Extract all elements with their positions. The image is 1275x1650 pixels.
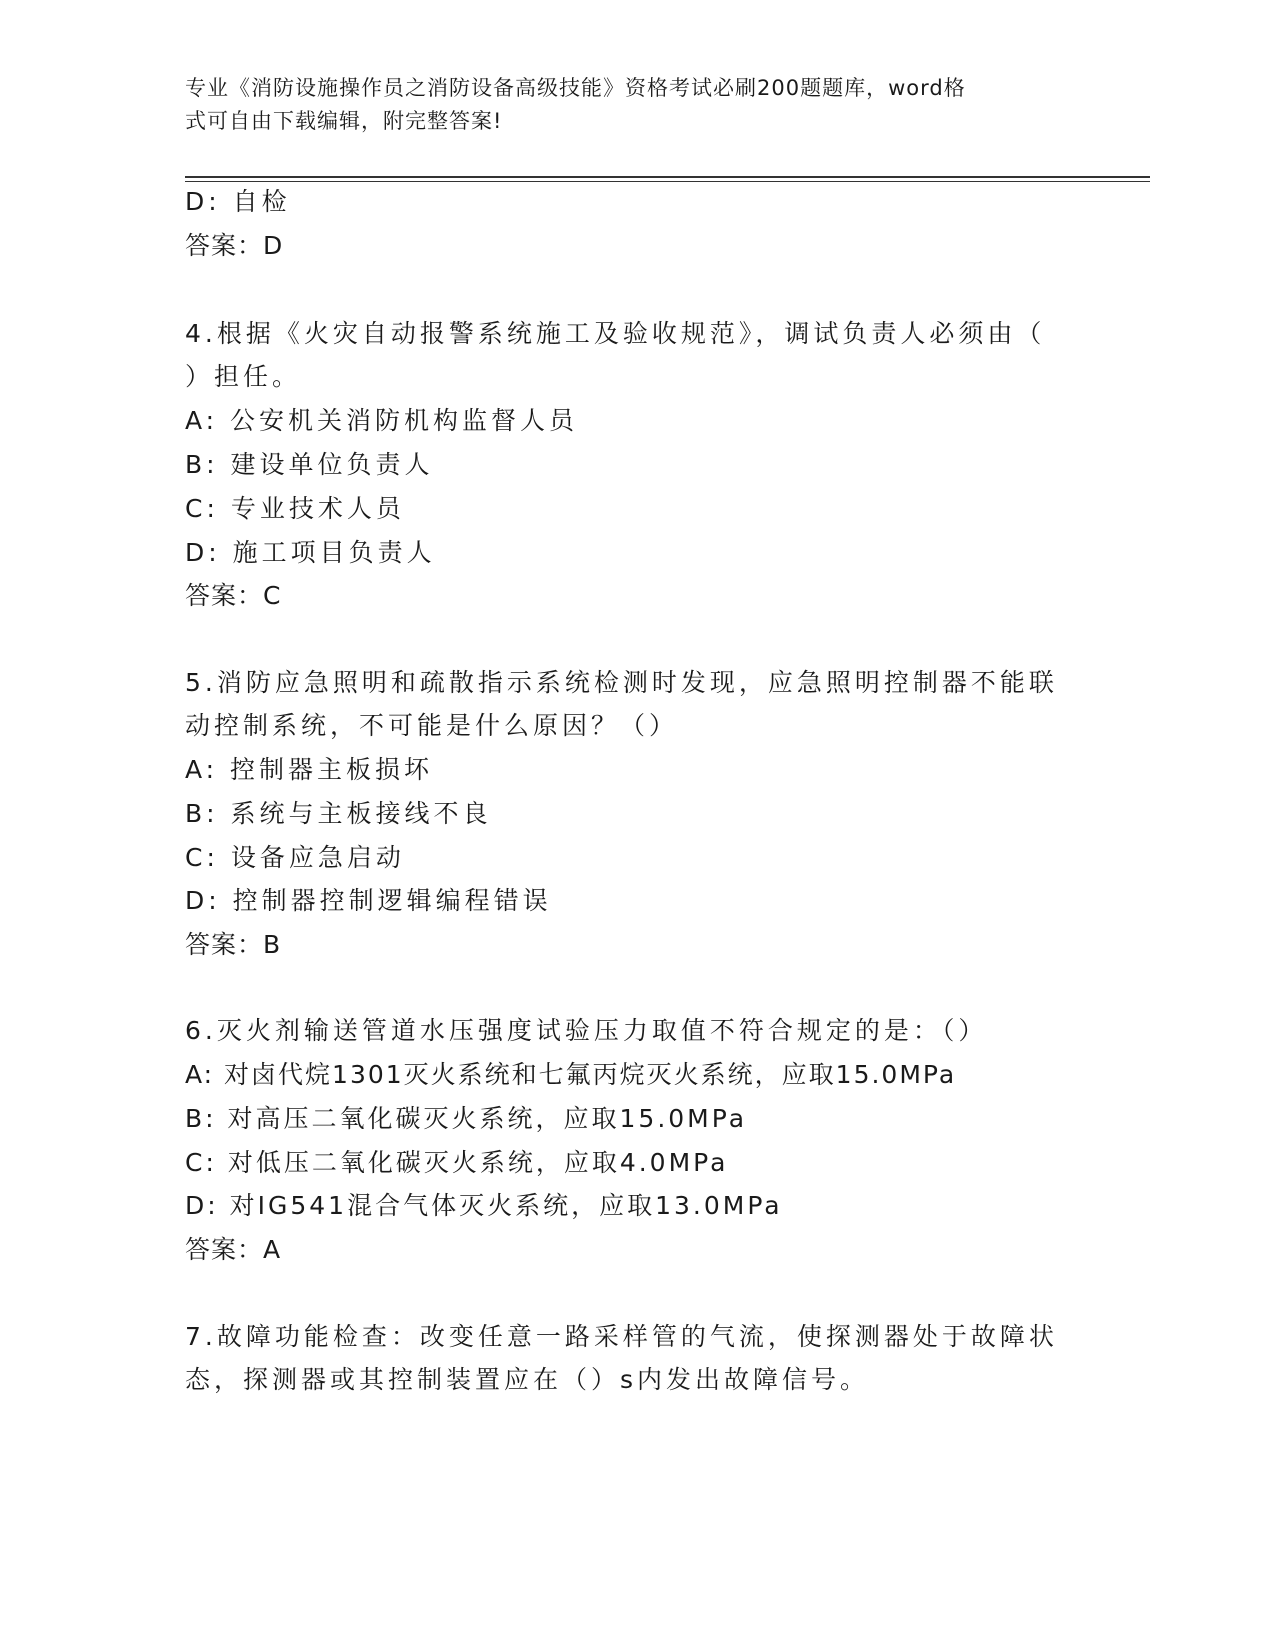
document-header bbox=[185, 72, 1065, 138]
q5-stem-line-1: 5.消防应急照明和疏散指示系统检测时发现，应急照明控制器不能联 bbox=[185, 668, 1058, 697]
q6-option-c: C: 对低压二氧化碳灭火系统，应取4.0MPa bbox=[185, 1148, 729, 1177]
header-line-1: 专业《消防设施操作员之消防设备高级技能》资格考试必刷200题题库，word格 bbox=[185, 76, 966, 100]
q4-option-b: B: 建设单位负责人 bbox=[185, 450, 434, 479]
q4-stem-line-2: ）担任。 bbox=[185, 362, 302, 391]
q3-answer: 答案：D bbox=[185, 231, 284, 260]
q5-option-c: C: 设备应急启动 bbox=[185, 843, 405, 872]
header-divider-thin bbox=[185, 181, 1150, 182]
q6-option-a: A: 对卤代烷1301灭火系统和七氟丙烷灭火系统，应取15.0MPa bbox=[185, 1060, 957, 1089]
q4-option-a: A: 公安机关消防机构监督人员 bbox=[185, 406, 579, 435]
q7-stem-line-2: 态，探测器或其控制装置应在（）s内发出故障信号。 bbox=[185, 1365, 870, 1394]
q7-stem-line-1: 7.故障功能检查：改变任意一路采样管的气流，使探测器处于故障状 bbox=[185, 1322, 1058, 1351]
q5-stem-line-2: 动控制系统，不可能是什么原因？（） bbox=[185, 711, 679, 740]
q4-stem-line-1: 4.根据《火灾自动报警系统施工及验收规范》，调试负责人必须由（ bbox=[185, 319, 1046, 348]
q6-option-d: D: 对IG541混合气体灭火系统，应取13.0MPa bbox=[185, 1191, 783, 1220]
header-divider bbox=[185, 176, 1150, 178]
q4-option-c: C: 专业技术人员 bbox=[185, 494, 405, 523]
q5-option-a: A: 控制器主板损坏 bbox=[185, 755, 434, 784]
q5-option-b: B: 系统与主板接线不良 bbox=[185, 799, 492, 828]
q5-option-d: D: 控制器控制逻辑编程错误 bbox=[185, 886, 552, 915]
q6-answer: 答案：A bbox=[185, 1235, 282, 1264]
q5-answer: 答案：B bbox=[185, 930, 282, 959]
header-line-2: 式可自由下载编辑，附完整答案! bbox=[185, 109, 503, 133]
q4-option-d: D: 施工项目负责人 bbox=[185, 538, 436, 567]
q3-option-d: D: 自检 bbox=[185, 187, 291, 216]
q6-option-b: B: 对高压二氧化碳灭火系统，应取15.0MPa bbox=[185, 1104, 748, 1133]
q4-answer: 答案：C bbox=[185, 581, 282, 610]
q6-stem-line-1: 6.灭火剂输送管道水压强度试验压力取值不符合规定的是：（） bbox=[185, 1016, 988, 1045]
